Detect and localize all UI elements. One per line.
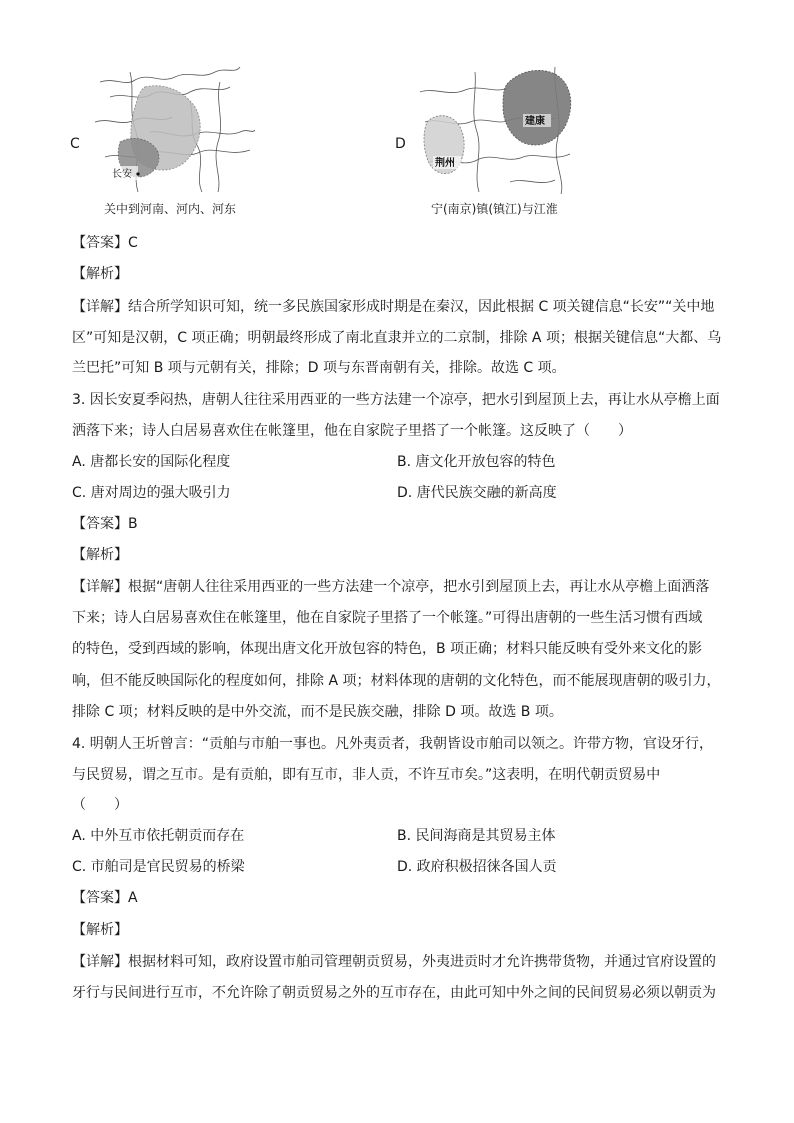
map-jiangnan-image: [415, 62, 580, 197]
q3-answer: 【答案】B: [72, 516, 138, 532]
map-guanzhong-image: [90, 62, 255, 197]
q4-stem-line: 4. 明朝人王圻曾言：“贡舶与市舶一事也。凡外夷贡者，我朝皆设市舶司以领之。许带方物，官设牙行，: [72, 736, 714, 752]
map-label-jingzhou: 荆州: [435, 158, 455, 169]
q4-option-c: C. 市舶司是官民贸易的桥梁: [72, 859, 245, 875]
map-option-c: [70, 62, 330, 222]
option-letter-c: C: [70, 136, 80, 152]
q2-detail-line: 兰巴托”可知 B 项与元朝有关，排除；D 项与东晋南朝有关，排除。故选 C 项。: [72, 360, 566, 376]
q3-option-c: C. 唐对周边的强大吸引力: [72, 485, 231, 501]
q4-answer: 【答案】A: [72, 890, 138, 906]
q4-detail-line: 【详解】根据材料可知，政府设置市舶司管理朝贡贸易，外夷进贡时才允许携带货物，并通过官府设置的: [72, 954, 716, 970]
q4-option-d: D. 政府积极招徕各国人贡: [397, 859, 557, 875]
map-label-jiankang: 建康: [525, 116, 545, 127]
q3-analysis-heading: 【解析】: [72, 547, 128, 563]
q4-option-b: B. 民间海商是其贸易主体: [397, 828, 556, 844]
map-options-row: [70, 62, 730, 222]
q3-option-a: A. 唐都长安的国际化程度: [72, 454, 231, 470]
q2-analysis-heading: 【解析】: [72, 266, 128, 282]
map-option-d: [395, 62, 655, 222]
q3-detail-line: 的特色，受到西域的影响，体现出唐文化开放包容的特色，B 项正确；材料只能反映有受外来文化的影: [72, 641, 703, 657]
q2-detail-line: 【详解】结合所学知识可知，统一多民族国家形成时期是在秦汉，因此根据 C 项关键信息“长安”“关中地: [72, 299, 715, 315]
q3-detail-line: 【详解】根据“唐朝人往往采用西亚的一些方法建一个凉亭，把水引到屋顶上去，再让水从亭檐上面洒落: [72, 579, 710, 595]
q4-option-a: A. 中外互市依托朝贡而存在: [72, 828, 245, 844]
q3-option-b: B. 唐文化开放包容的特色: [397, 454, 556, 470]
map-caption-c: 关中到河南、河内、河东: [104, 202, 237, 216]
q3-stem-line: 3. 因长安夏季闷热，唐朝人往往采用西亚的一些方法建一个凉亭，把水引到屋顶上去，再让水从亭檐上面: [72, 392, 720, 408]
q4-detail-line: 牙行与民间进行互市，不允许除了朝贡贸易之外的互市存在，由此可知中外之间的民间贸易必须以朝贡为: [72, 985, 716, 1001]
map-label-changan: 长安: [112, 169, 132, 180]
q3-option-d: D. 唐代民族交融的新高度: [397, 485, 557, 501]
map-caption-d: 宁(南京)镇(镇江)与江淮: [431, 202, 558, 216]
q3-detail-line: 下来；诗人白居易喜欢住在帐篷里，他在自家院子里搭了一个帐篷。”可得出唐朝的一些生活习惯有西域: [72, 610, 703, 626]
q3-stem-line: 洒落下来；诗人白居易喜欢住在帐篷里，他在自家院子里搭了一个帐篷。这反映了（ ）: [72, 423, 632, 439]
q4-stem-line: （ ）: [72, 797, 128, 813]
q4-stem-line: 与民贸易，谓之互市。是有贡舶，即有互市，非人贡，不许互市矣。”这表明，在明代朝贡贸易中: [72, 767, 661, 783]
q3-detail-line: 排除 C 项；材料反映的是中外交流，而不是民族交融，排除 D 项。故选 B 项。: [72, 704, 563, 720]
q4-analysis-heading: 【解析】: [72, 922, 128, 938]
q2-detail-line: 区”可知是汉朝，C 项正确；明朝最终形成了南北直隶并立的二京制，排除 A 项；根据关键信息“大都、乌: [72, 330, 722, 346]
option-letter-d: D: [395, 136, 406, 152]
q2-answer: 【答案】C: [72, 235, 138, 251]
q3-detail-line: 响，但不能反映国际化的程度如何，排除 A 项；材料体现的唐朝的文化特色，而不能展现唐朝的吸引力，: [72, 673, 721, 689]
